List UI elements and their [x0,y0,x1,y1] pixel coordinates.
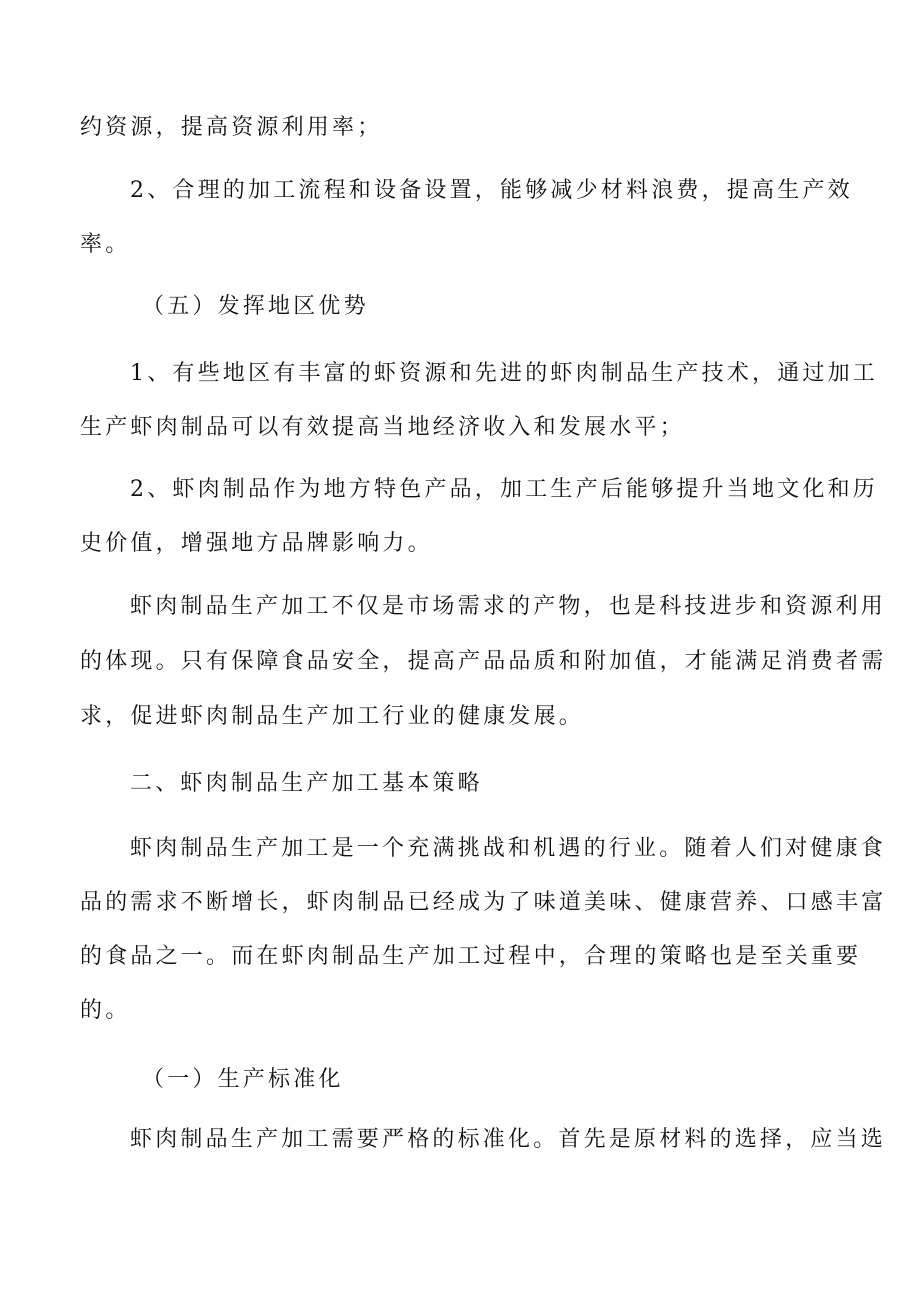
paragraph-line: 率。 [80,232,131,257]
paragraph-line: 约资源，提高资源利用率； [80,115,383,140]
chapter-heading: 二、虾肉制品生产加工基本策略 [130,771,483,796]
list-item-line: 2、虾肉制品作为地方特色产品，加工生产后能够提升当地文化和历 [130,477,878,502]
section-heading: （一）生产标准化 [142,1067,344,1092]
paragraph-line: 生产虾肉制品可以有效提高当地经济收入和发展水平； [80,415,685,440]
section-heading: （五）发挥地区优势 [142,294,369,319]
paragraph-line: 的体现。只有保障食品安全，提高产品品质和附加值，才能满足消费者需 [80,649,887,674]
list-item-line: 1、有些地区有丰富的虾资源和先进的虾肉制品生产技术，通过加工 [130,361,878,386]
paragraph-line: 的食品之一。而在虾肉制品生产加工过程中，合理的策略也是至关重要 [80,944,862,969]
list-item-line: 2、合理的加工流程和设备设置，能够减少材料浪费，提高生产效 [130,178,853,203]
paragraph-line: 史价值，增强地方品牌影响力。 [80,531,433,556]
paragraph-line: 求，促进虾肉制品生产加工行业的健康发展。 [80,704,585,729]
paragraph-line: 虾肉制品生产加工不仅是市场需求的产物，也是科技进步和资源利用 [130,594,887,619]
paragraph-line: 的。 [80,998,131,1023]
paragraph-line: 品的需求不断增长，虾肉制品已经成为了味道美味、健康营养、口感丰富 [80,890,887,915]
paragraph-line: 虾肉制品生产加工是一个充满挑战和机遇的行业。随着人们对健康食 [130,836,887,861]
paragraph-line: 虾肉制品生产加工需要严格的标准化。首先是原材料的选择，应当选 [130,1127,887,1152]
